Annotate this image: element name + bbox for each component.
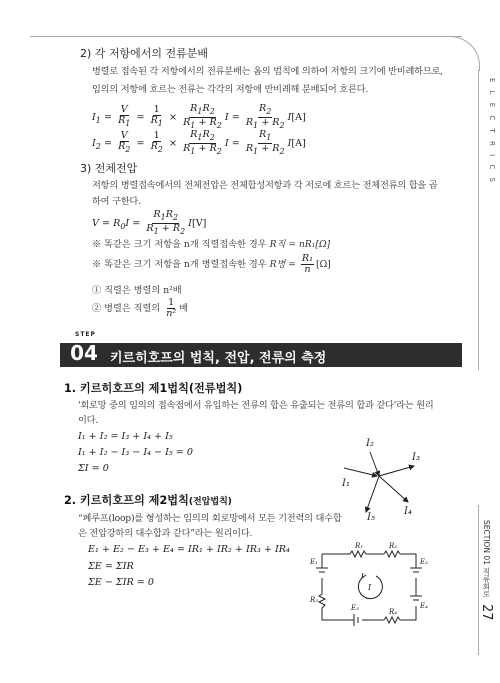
step-title: 키르히호프의 법칙, 전압, 전류의 측정: [110, 351, 327, 366]
label-r1: R₁: [355, 542, 364, 550]
label-e2: E₂: [420, 558, 428, 566]
label-i2: I₂: [366, 438, 374, 449]
list-item-2-prefix: ② 병렬은 직렬의: [92, 303, 161, 314]
loop-current-arrowhead: [362, 573, 366, 578]
law2-heading-sub: (전압법칙): [188, 497, 232, 507]
list-item-2: [92, 298, 188, 319]
label-r4: R₄: [389, 608, 398, 616]
parallel-note-text: ※ 똑같은 크기 저항을 n개 병렬접속한 경우: [92, 259, 267, 270]
top-frame-line: [30, 36, 462, 37]
current-arrow-i4: [379, 476, 408, 502]
parallel-note-unit: [Ω]: [315, 259, 331, 270]
law1-equation-2: I₁ + I₂ − I₃ − I₄ − I₅ = 0: [78, 447, 193, 458]
current-arrow-i1: [344, 468, 377, 476]
label-r3: R₃: [310, 596, 319, 604]
label-i1: I₁: [342, 478, 350, 489]
unit-ampere: [A]: [291, 137, 306, 149]
label-i4: I₄: [404, 506, 412, 517]
current-divider-i2-equation: $I_2$ = $\frac{V}{R_2}$ = $\frac{1}{R_2}$ × $\frac{R_1R_2}{R_1 + R_2}$ I = $\frac{R_1}{R_1 + R_2}$ I[A]: [92, 129, 306, 156]
side-rule: [478, 505, 479, 655]
law1-equation-1: I₁ + I₂ = I₃ + I₄ + I₅: [78, 431, 173, 442]
step-number: 04: [70, 341, 98, 365]
unit-volt: [V]: [191, 217, 207, 229]
law1-heading-main: 1. 키르히호프의 제1법칙: [64, 382, 189, 395]
label-i5: I₅: [367, 512, 375, 522]
law2-paragraph-line1: “폐루프(loop)를 형성하는 임의의 회로망에서 모든 기전력의 대수합: [78, 513, 342, 524]
law2-heading-main: 2. 키르히호프의 제2법칙: [64, 494, 189, 507]
closed-loop-circuit-diagram: [310, 538, 430, 638]
current-divider-i1-equation: $I_1$ = $\frac{V}{R_1}$ = $\frac{1}{R_1}$ × $\frac{R_1R_2}{R_1 + R_2}$ I = $\frac{R_2}{R_1 + R_2}$ I[A]: [92, 103, 306, 130]
law1-heading: [64, 380, 242, 396]
list-item-2-suffix: 배: [179, 303, 189, 314]
sec3-paragraph-line2: 하여 구한다.: [92, 196, 141, 207]
parallel-note: [92, 254, 331, 275]
current-arrow-i3: [379, 466, 414, 476]
law1-heading-sub: (전류법칙): [188, 382, 243, 395]
law1-paragraph-line2: 이다.: [78, 415, 99, 426]
parallel-note-numerator: R₁: [301, 253, 313, 264]
law2-equation-2: ΣE = ΣIR: [88, 561, 134, 572]
sec3-heading: 3) 전체전압: [80, 162, 138, 175]
law2-heading: [64, 492, 232, 508]
list-item-2-numerator: 1: [168, 297, 175, 308]
list-item-1: ① 직렬은 병렬의 n²배: [92, 285, 182, 296]
law2-equation-1: E₁ + E₂ − E₃ + E₄ = IR₁ + IR₂ + IR₃ + IR₄: [88, 544, 290, 555]
label-e4: E₄: [420, 602, 428, 610]
resistor-r3: [319, 594, 325, 608]
sec2-paragraph-line2: 임의의 저항에 흐르는 전류는 각각의 저항에 반비례해 분배되어 흐른다.: [92, 84, 369, 95]
label-i3: I₃: [412, 452, 420, 463]
parallel-note-lhs: R병 =: [269, 259, 296, 270]
side-tab-label: E L E C T R I C S: [488, 78, 496, 185]
section-label: SECTION 01 직류회로: [482, 520, 491, 598]
current-arrow-i2: [370, 452, 379, 476]
series-note: [92, 236, 330, 250]
label-e3: E₃: [351, 604, 359, 612]
page-number: 27: [479, 604, 494, 621]
label-e1: E₁: [310, 558, 318, 566]
unit-ampere: [A]: [291, 111, 306, 123]
label-r2: R₂: [389, 542, 398, 550]
sec3-paragraph-line1: 저항의 병렬접속에서의 전체전압은 전체합성저항과 각 저로에 흐르는 전체전류의 합을 곱: [92, 180, 438, 191]
series-note-text: ※ 똑같은 크기 저항을 n개 직렬접속한 경우: [92, 239, 267, 250]
total-voltage-equation: $V = R_0I$ = $\frac{R_1R_2}{R_1 + R_2}$ I[V]: [92, 209, 207, 236]
parallel-note-denominator: n: [304, 264, 311, 275]
law1-equation-3: ΣI = 0: [78, 463, 109, 474]
resistor-r1: [350, 551, 366, 557]
law2-equation-3: ΣE − ΣIR = 0: [88, 577, 154, 588]
junction-current-diagram: [322, 432, 440, 522]
resistor-r2: [384, 551, 400, 557]
side-frame-line: [478, 70, 479, 370]
step-label: STEP: [75, 331, 96, 338]
label-loop-current: I: [368, 583, 372, 592]
resistor-r4: [384, 617, 400, 623]
series-note-formula: R직 = nR₁[Ω]: [269, 239, 331, 250]
law1-paragraph-line1: '회로망 중의 임의의 접속점에서 유입하는 전류의 합은 유출되는 전류의 합과 같다'라는 원리: [78, 400, 434, 411]
sec2-heading: 2) 각 저항에서의 전류분배: [80, 47, 209, 60]
sec2-paragraph-line1: 병렬로 접속된 각 저항에서의 전류분배는 옴의 법칙에 의하여 저항의 크기에 반비례하므로,: [92, 66, 443, 77]
list-item-2-denominator: n²: [166, 308, 177, 319]
law2-paragraph-line2: 은 전압강하의 대수합과 같다”라는 원리이다.: [78, 528, 253, 539]
current-arrow-i5: [366, 476, 379, 512]
